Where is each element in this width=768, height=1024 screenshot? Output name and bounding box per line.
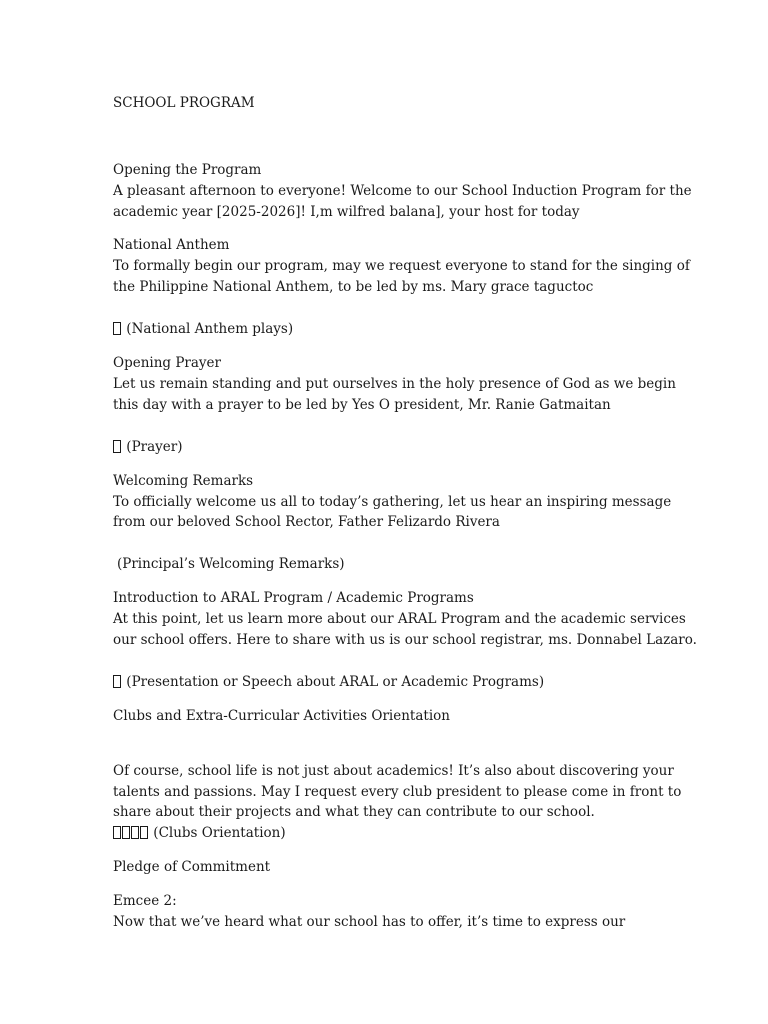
section-heading-prayer: Opening Prayer bbox=[113, 355, 221, 371]
stage-cue bbox=[117, 554, 345, 574]
stage-cue-text: (National Anthem plays) bbox=[126, 321, 294, 337]
section-text-line: To formally begin our program, may we request everyone to stand for the singing of bbox=[113, 258, 690, 274]
missing-glyph-icon bbox=[140, 826, 148, 839]
stage-cue-text: (Clubs Orientation) bbox=[153, 825, 286, 841]
section-heading-aral: Introduction to ARAL Program / Academic Programs bbox=[113, 590, 474, 606]
section-heading-anthem: National Anthem bbox=[113, 237, 230, 253]
section-heading-opening: Opening the Program bbox=[113, 162, 262, 178]
stage-cue-text: (Prayer) bbox=[126, 439, 183, 455]
section-text-line: our school offers. Here to share with us is our school registrar, ms. Donnabel Lazaro. bbox=[113, 632, 697, 648]
missing-glyph-icon bbox=[131, 826, 139, 839]
section-text-line: academic year [2025-2026]! I,m wilfred balana], your host for today bbox=[113, 204, 580, 220]
section-text-line: the Philippine National Anthem, to be led by ms. Mary grace taguctoc bbox=[113, 279, 594, 295]
section-text-line: A pleasant afternoon to everyone! Welcome to our School Induction Program for the bbox=[113, 183, 692, 199]
section-heading-welcome: Welcoming Remarks bbox=[113, 473, 254, 489]
stage-cue bbox=[113, 437, 183, 457]
missing-glyph-icon bbox=[122, 826, 130, 839]
stage-cue-text: (Principal’s Welcoming Remarks) bbox=[117, 556, 345, 572]
stage-cue-text: (Presentation or Speech about ARAL or Academic Programs) bbox=[126, 674, 545, 690]
section-text-line: Now that we’ve heard what our school has to offer, it’s time to express our bbox=[113, 914, 626, 930]
stage-cue bbox=[113, 672, 544, 692]
section-heading-emcee: Emcee 2: bbox=[113, 893, 177, 909]
section-text-line: Let us remain standing and put ourselves in the holy presence of God as we begin bbox=[113, 376, 676, 392]
section-text-line: Of course, school life is not just about academics! It’s also about discovering your bbox=[113, 763, 674, 779]
document-title: SCHOOL PROGRAM bbox=[113, 95, 255, 111]
missing-glyph-icon bbox=[113, 440, 121, 453]
section-text-line: To officially welcome us all to today’s gathering, let us hear an inspiring message bbox=[113, 494, 672, 510]
section-text-line: share about their projects and what they can contribute to our school. bbox=[113, 804, 595, 820]
stage-cue bbox=[113, 319, 293, 339]
section-text-line: At this point, let us learn more about our ARAL Program and the academic services bbox=[113, 611, 686, 627]
section-text-line: talents and passions. May I request every club president to please come in front to bbox=[113, 784, 682, 800]
missing-glyph-icon bbox=[113, 675, 121, 688]
missing-glyph-icon bbox=[113, 322, 121, 335]
missing-glyph-icon bbox=[113, 826, 121, 839]
section-text-line: this day with a prayer to be led by Yes O president, Mr. Ranie Gatmaitan bbox=[113, 397, 611, 413]
section-heading-clubs: Clubs and Extra-Curricular Activities Orientation bbox=[113, 708, 450, 724]
section-text-line: from our beloved School Rector, Father Felizardo Rivera bbox=[113, 514, 500, 530]
section-heading-pledge: Pledge of Commitment bbox=[113, 859, 271, 875]
stage-cue bbox=[113, 823, 286, 843]
